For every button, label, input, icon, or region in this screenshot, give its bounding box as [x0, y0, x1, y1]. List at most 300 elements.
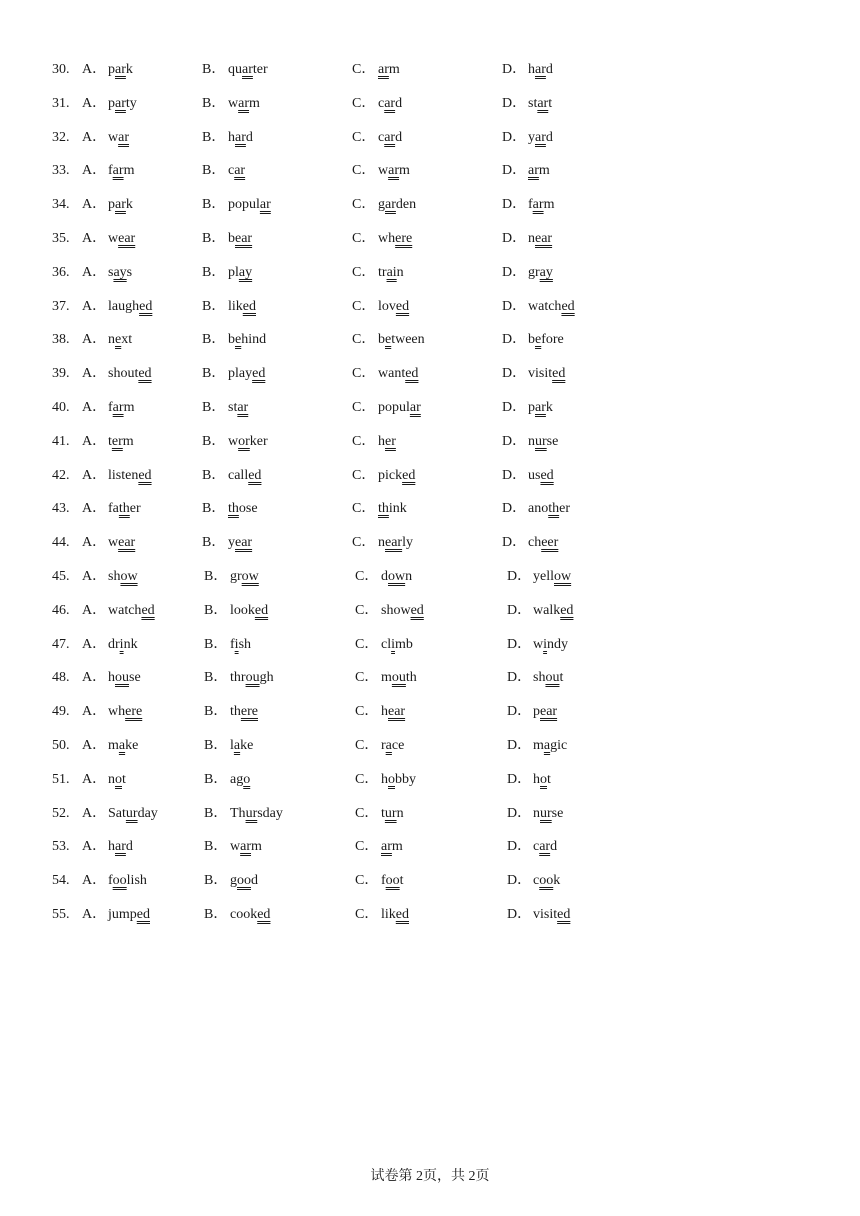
option-letter: A． — [82, 163, 107, 179]
question-number: 30. — [52, 62, 70, 77]
answer-option[interactable] — [355, 633, 413, 657]
underlined-letters: ed — [139, 298, 153, 314]
answer-option[interactable] — [82, 802, 158, 826]
underlined-letters: a — [385, 738, 392, 753]
word-prefix: p — [528, 400, 535, 415]
word-prefix: laugh — [108, 298, 140, 314]
question-row — [0, 430, 860, 454]
option-letter: C． — [352, 95, 376, 111]
underlined-letters: e — [535, 332, 542, 348]
answer-option[interactable] — [502, 430, 558, 454]
word-prefix: r — [381, 738, 386, 753]
answer-option[interactable] — [507, 700, 557, 724]
word-prefix: h — [108, 670, 115, 686]
word-suffix: se — [129, 670, 141, 686]
word-prefix: f — [108, 400, 113, 415]
answer-option[interactable] — [352, 464, 415, 488]
option-letter: C． — [355, 873, 379, 889]
answer-option[interactable] — [202, 497, 258, 521]
word-prefix: yell — [533, 569, 554, 584]
underlined-letters: th — [118, 501, 130, 517]
answer-option[interactable] — [82, 328, 132, 352]
word-prefix: tr — [378, 264, 387, 280]
answer-option[interactable] — [202, 396, 248, 420]
underlined-letters: ed — [136, 907, 150, 922]
answer-option[interactable] — [502, 159, 550, 183]
word-prefix: pl — [228, 264, 239, 280]
word-prefix: jump — [108, 907, 137, 922]
question-row — [0, 261, 860, 285]
answer-option[interactable] — [352, 497, 407, 521]
underlined-letters: ed — [561, 298, 575, 314]
answer-option[interactable] — [352, 58, 400, 82]
option-letter: A． — [82, 771, 107, 787]
answer-option[interactable] — [204, 903, 270, 927]
answer-option[interactable] — [82, 126, 129, 150]
question-row — [0, 464, 860, 488]
answer-option[interactable] — [507, 835, 557, 859]
word-suffix: t — [122, 771, 126, 787]
answer-option[interactable] — [502, 261, 553, 285]
option-letter: D． — [502, 332, 527, 348]
word-prefix: show — [381, 602, 411, 618]
answer-option[interactable] — [502, 396, 553, 420]
option-letter: B． — [202, 467, 226, 483]
option-letter: B． — [202, 366, 226, 382]
word-suffix: d — [395, 129, 403, 145]
word-prefix: b — [228, 231, 235, 246]
question-row — [0, 599, 860, 623]
word-prefix: w — [378, 163, 389, 179]
answer-option[interactable] — [82, 903, 150, 927]
answer-option[interactable] — [82, 869, 147, 893]
option-letter: A． — [82, 366, 107, 382]
question-number: 45. — [52, 569, 70, 584]
word-suffix: k — [125, 62, 133, 77]
option-letter: A． — [82, 197, 107, 213]
option-letter: B． — [202, 264, 226, 280]
underlined-letters: ed — [395, 907, 409, 922]
answer-option[interactable] — [502, 362, 565, 386]
word-suffix: d — [545, 62, 553, 77]
answer-option[interactable] — [507, 565, 571, 589]
word-suffix: t — [547, 771, 551, 787]
answer-option[interactable] — [502, 328, 564, 352]
question-row — [0, 633, 860, 657]
answer-option[interactable] — [204, 802, 283, 826]
underlined-letters: o — [540, 771, 547, 787]
underlined-letters: a — [233, 738, 241, 753]
underlined-letters: o — [243, 771, 251, 787]
underlined-letters: ed — [395, 298, 410, 314]
answer-option[interactable] — [352, 159, 410, 183]
question-row — [0, 58, 860, 82]
option-letter: C． — [352, 62, 376, 77]
underlined-letters: ar — [259, 197, 271, 213]
underlined-letters: ar — [388, 163, 400, 179]
answer-option[interactable] — [204, 768, 250, 792]
question-number: 38. — [52, 332, 70, 348]
word-prefix: m — [381, 670, 392, 686]
answer-option[interactable] — [502, 227, 552, 251]
answer-option[interactable] — [82, 768, 126, 792]
answer-option[interactable] — [204, 599, 268, 623]
option-letter: D． — [502, 535, 527, 551]
word-suffix: m — [391, 839, 403, 855]
word-suffix: th — [405, 670, 417, 686]
word-prefix: play — [228, 366, 253, 382]
word-suffix: ce — [391, 738, 405, 753]
answer-option[interactable] — [355, 835, 403, 859]
word-prefix: st — [228, 400, 238, 415]
answer-option[interactable] — [355, 565, 412, 589]
answer-option[interactable] — [82, 92, 137, 116]
option-letter: D． — [502, 366, 527, 382]
underlined-letters: ar — [234, 163, 246, 179]
option-letter: C． — [355, 738, 379, 753]
underlined-letters: e — [235, 332, 242, 348]
underlined-letters: ear — [235, 231, 253, 246]
underlined-letters: ere — [240, 704, 258, 720]
answer-option[interactable] — [502, 497, 570, 521]
question-number: 31. — [52, 95, 70, 111]
answer-option[interactable] — [204, 835, 262, 859]
option-letter: A． — [82, 873, 107, 889]
word-suffix: n — [396, 264, 404, 280]
underlined-letters: ay — [539, 264, 553, 280]
word-suffix: den — [395, 197, 417, 213]
answer-option[interactable] — [82, 295, 152, 319]
underlined-letters: ar — [535, 129, 546, 145]
word-prefix: b — [528, 332, 535, 348]
answer-option[interactable] — [202, 430, 268, 454]
answer-option[interactable] — [204, 565, 259, 589]
word-prefix: h — [108, 839, 115, 855]
question-row — [0, 328, 860, 352]
word-suffix: nk — [123, 636, 138, 652]
answer-option[interactable] — [82, 565, 138, 589]
underlined-letters: ur — [540, 805, 552, 821]
underlined-letters: a — [118, 738, 126, 753]
answer-option[interactable] — [82, 633, 138, 657]
word-prefix: c — [533, 873, 540, 889]
word-suffix: hind — [241, 332, 267, 348]
answer-option[interactable] — [355, 903, 409, 927]
option-letter: A． — [82, 264, 107, 280]
option-letter: C． — [355, 569, 379, 584]
answer-option[interactable] — [352, 227, 412, 251]
word-suffix: ke — [240, 738, 254, 753]
answer-option[interactable] — [352, 328, 425, 352]
word-prefix: sh — [108, 569, 121, 584]
word-prefix: m — [108, 738, 119, 753]
answer-option[interactable] — [202, 531, 252, 555]
underlined-letters: ow — [120, 569, 138, 584]
answer-option[interactable] — [202, 362, 265, 386]
underlined-letters: ur — [245, 805, 258, 821]
word-prefix: w — [228, 95, 239, 111]
option-letter: D． — [502, 129, 527, 145]
answer-option[interactable] — [352, 261, 404, 285]
underlined-letters: ar — [539, 839, 551, 855]
option-letter: C． — [355, 839, 379, 855]
answer-option[interactable] — [507, 903, 570, 927]
option-letter: C． — [355, 704, 379, 720]
answer-option[interactable] — [502, 464, 554, 488]
underlined-letters: o — [115, 771, 122, 787]
answer-option[interactable] — [507, 869, 560, 893]
option-letter: A． — [82, 670, 107, 686]
word-suffix: d — [545, 129, 553, 145]
question-row — [0, 869, 860, 893]
option-letter: C． — [352, 231, 376, 246]
word-suffix: ker — [249, 433, 268, 449]
answer-option[interactable] — [507, 666, 563, 690]
underlined-letters: ar — [384, 129, 396, 145]
underlined-letters: ed — [254, 602, 269, 618]
answer-option[interactable] — [82, 835, 133, 859]
question-number: 37. — [52, 298, 70, 314]
word-prefix: want — [378, 366, 406, 382]
word-prefix: g — [230, 873, 237, 889]
answer-option[interactable] — [502, 58, 553, 82]
answer-option[interactable] — [202, 58, 268, 82]
underlined-letters: ow — [388, 569, 406, 584]
option-letter: D． — [507, 839, 532, 855]
word-prefix: p — [108, 62, 115, 77]
question-row — [0, 531, 860, 555]
option-letter: C． — [352, 400, 376, 415]
underlined-letters: i — [234, 636, 239, 652]
underlined-letters: er — [111, 433, 123, 449]
question-number: 49. — [52, 704, 70, 720]
answer-option[interactable] — [82, 700, 142, 724]
question-row — [0, 565, 860, 589]
word-prefix: n — [108, 771, 115, 787]
question-row — [0, 295, 860, 319]
underlined-letters: i — [391, 636, 395, 652]
answer-option[interactable] — [202, 295, 256, 319]
answer-option[interactable] — [507, 734, 567, 758]
option-letter: D． — [502, 95, 527, 111]
word-suffix: sday — [257, 805, 283, 821]
answer-option[interactable] — [355, 700, 405, 724]
answer-option[interactable] — [507, 768, 551, 792]
answer-option[interactable] — [202, 464, 261, 488]
word-suffix: d — [245, 129, 253, 145]
answer-option[interactable] — [202, 261, 252, 285]
answer-option[interactable] — [352, 193, 416, 217]
option-letter: A． — [82, 62, 107, 77]
word-prefix: w — [108, 231, 119, 246]
word-suffix: s — [126, 264, 133, 280]
underlined-letters: ar — [118, 129, 130, 145]
answer-option[interactable] — [82, 531, 135, 555]
answer-option[interactable] — [82, 497, 141, 521]
word-prefix: visit — [533, 907, 558, 922]
word-prefix: listen — [108, 467, 139, 483]
option-letter: C． — [352, 501, 376, 517]
word-prefix: f — [230, 636, 235, 652]
word-suffix: k — [553, 873, 561, 889]
answer-option[interactable] — [82, 58, 133, 82]
underlined-letters: o — [388, 771, 395, 787]
underlined-letters: ed — [252, 366, 266, 382]
word-suffix: m — [399, 163, 410, 179]
answer-option[interactable] — [204, 633, 251, 657]
word-suffix: lish — [126, 873, 147, 889]
word-suffix: se — [546, 433, 559, 449]
answer-option[interactable] — [352, 430, 396, 454]
answer-option[interactable] — [352, 92, 402, 116]
word-prefix: call — [228, 467, 249, 483]
answer-option[interactable] — [352, 295, 409, 319]
word-prefix: watch — [528, 298, 562, 314]
option-letter: A． — [82, 129, 107, 145]
answer-option[interactable] — [202, 92, 260, 116]
answer-option[interactable] — [202, 159, 245, 183]
option-letter: D． — [502, 62, 527, 77]
answer-option[interactable] — [507, 599, 573, 623]
answer-option[interactable] — [355, 666, 417, 690]
answer-option[interactable] — [355, 869, 404, 893]
answer-option[interactable] — [502, 126, 553, 150]
word-prefix: Th — [230, 805, 246, 821]
word-prefix: ano — [528, 501, 549, 517]
answer-option[interactable] — [202, 328, 266, 352]
word-suffix: d — [395, 95, 403, 111]
underlined-letters: ed — [248, 467, 262, 483]
answer-option[interactable] — [352, 531, 413, 555]
answer-option[interactable] — [355, 599, 424, 623]
answer-option[interactable] — [352, 126, 402, 150]
answer-option[interactable] — [82, 396, 134, 420]
answer-option[interactable] — [502, 92, 552, 116]
option-letter: B． — [204, 670, 228, 686]
underlined-letters: ar — [240, 839, 252, 855]
option-letter: C． — [352, 163, 376, 179]
word-suffix: ose — [238, 501, 258, 517]
option-letter: D． — [502, 264, 527, 280]
question-number: 42. — [52, 467, 70, 483]
word-suffix: n — [405, 569, 413, 584]
answer-option[interactable] — [82, 193, 133, 217]
underlined-letters: e — [115, 332, 122, 348]
question-row — [0, 396, 860, 420]
word-suffix: ty — [125, 95, 137, 111]
answer-option[interactable] — [202, 126, 253, 150]
answer-option[interactable] — [502, 295, 575, 319]
question-row — [0, 227, 860, 251]
word-prefix: dr — [108, 636, 120, 652]
answer-option[interactable] — [82, 734, 138, 758]
answer-option[interactable] — [507, 633, 568, 657]
word-prefix: f — [528, 197, 533, 213]
option-letter: A． — [82, 569, 107, 584]
question-number: 47. — [52, 636, 70, 652]
answer-option[interactable] — [82, 362, 152, 386]
word-prefix: w — [108, 535, 119, 551]
word-prefix: shout — [108, 366, 139, 382]
answer-option[interactable] — [507, 802, 563, 826]
word-prefix: us — [528, 467, 541, 483]
word-prefix: y — [528, 129, 535, 145]
option-letter: B． — [202, 535, 226, 551]
underlined-letters: ou — [115, 670, 129, 686]
answer-option[interactable] — [82, 430, 134, 454]
underlined-letters: ou — [545, 670, 560, 686]
option-letter: A． — [82, 298, 107, 314]
answer-option[interactable] — [355, 734, 404, 758]
option-letter: A． — [82, 231, 107, 246]
answer-option[interactable] — [204, 666, 274, 690]
answer-option[interactable] — [355, 802, 404, 826]
word-suffix: ke — [125, 738, 139, 753]
question-row — [0, 802, 860, 826]
option-letter: A． — [82, 907, 107, 922]
underlined-letters: e — [385, 332, 392, 348]
underlined-letters: ed — [552, 366, 566, 382]
word-prefix: n — [108, 332, 115, 348]
option-letter: C． — [355, 771, 379, 787]
answer-option[interactable] — [352, 396, 421, 420]
option-letter: A． — [82, 704, 107, 720]
answer-option[interactable] — [82, 464, 152, 488]
option-letter: A． — [82, 433, 107, 449]
answer-option[interactable] — [204, 700, 258, 724]
underlined-letters: ed — [138, 366, 152, 382]
answer-option[interactable] — [502, 531, 558, 555]
answer-option[interactable] — [82, 159, 134, 183]
answer-option[interactable] — [502, 193, 554, 217]
answer-option[interactable] — [82, 261, 132, 285]
underlined-letters: th — [228, 501, 239, 517]
answer-option[interactable] — [352, 362, 418, 386]
answer-option[interactable] — [202, 227, 252, 251]
word-prefix: h — [533, 771, 540, 787]
word-prefix: h — [528, 62, 535, 77]
answer-option[interactable] — [202, 193, 271, 217]
answer-option[interactable] — [82, 666, 141, 690]
word-prefix: n — [528, 231, 535, 246]
option-letter: D． — [507, 636, 532, 652]
answer-option[interactable] — [355, 768, 416, 792]
answer-option[interactable] — [82, 599, 155, 623]
underlined-letters: eer — [541, 535, 559, 551]
answer-option[interactable] — [204, 869, 258, 893]
word-suffix: n — [396, 805, 404, 821]
answer-option[interactable] — [82, 227, 135, 251]
underlined-letters: ed — [540, 467, 554, 483]
underlined-letters: ar — [385, 197, 396, 213]
underlined-letters: oo — [237, 873, 251, 889]
question-number: 51. — [52, 771, 70, 787]
underlined-letters: ear — [118, 231, 136, 246]
underlined-letters: ar — [537, 95, 549, 111]
answer-option[interactable] — [204, 734, 253, 758]
word-prefix: popul — [378, 400, 410, 415]
option-letter: D． — [507, 873, 532, 889]
option-letter: C． — [352, 467, 376, 483]
word-prefix: h — [381, 704, 388, 720]
underlined-letters: or — [238, 433, 250, 449]
word-prefix: p — [533, 704, 540, 720]
underlined-letters: ar — [535, 62, 546, 77]
word-prefix: h — [381, 771, 388, 787]
word-prefix: st — [528, 95, 538, 111]
option-letter: C． — [352, 298, 376, 314]
option-letter: A． — [82, 535, 107, 551]
